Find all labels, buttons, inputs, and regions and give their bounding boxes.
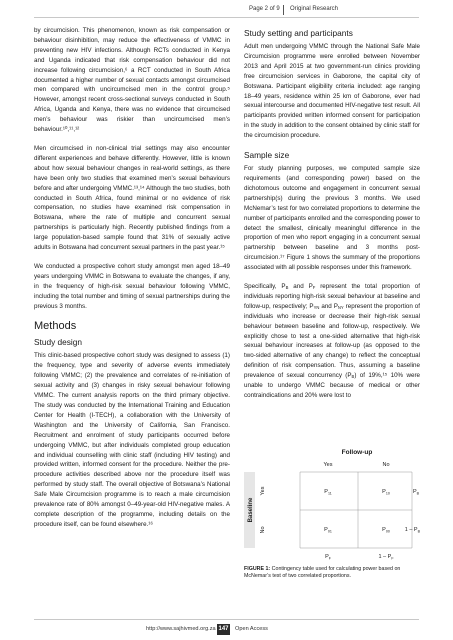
study-setting-heading: Study setting and participants [244, 28, 353, 38]
contingency-table-svg [244, 446, 420, 561]
study-design-heading: Study design [34, 337, 82, 348]
paragraph-sample-size: For study planning purposes, we computed sample size requirements (and corresponding power) based on the dichotomous outcome and engagement in concurrent sexual partnership(s) during the previous 3 months. We used McNemar’s test for two correlated proportions to determine the number of participants enrolled and the corresponding power to detect the smallest, clinically meaningful difference in the proportion of men who report engaging in a concurrent sexual partnership between baseline and 3 months post-circumcision.¹⁷ Figure 1 shows the summary of the proportions associated with all possible responses under this framework. [244, 165, 420, 272]
col-total-yes [325, 554, 332, 561]
paragraph-study-design: This clinic-based prospective cohort study was designed to assess (1) the frequency, type and severity of adverse events immediately following VMMC; (2) the prevalence and correlates of re-initiation of sexual activity and (3) changes in risky sexual behaviour following VMMC. The current analysis reports on the third primary objective. The study was conducted by the International Training and Education Center for Health (I-TECH), a collaboration with the University of Washington and the University of California, San Francisco. Recruitment and enrolment of study participants occurred before undergoing VMMC, but after individuals completed group education and individual counselling with clinic staff (including HIV testing) and provided written, informed consent for the procedure. Neither the pre-procedure activities described above nor the procedure itself was performed by study staff. The overall objective of Botswana’s National Safe Male Circumcision programme is to reach a male circumcision prevalence rate of 80% amongst 0–49-year-old HIV-negative males. A complete description of the programme, including details on the procedure itself, can be found elsewhere.¹⁶ [34, 352, 230, 528]
followup-title: Follow-up [341, 449, 373, 456]
figure-caption [244, 566, 424, 580]
caption-text: Contingency table used for calculating power based on McNemar’s test of two correlated proportions. [244, 566, 401, 580]
cell-sub: F [328, 556, 331, 561]
header-separator [283, 5, 284, 15]
baseline-no-label: No [260, 526, 266, 534]
followup-yes-header: Yes [323, 462, 333, 468]
journal-url-link[interactable]: http://www.sajhivmed.org.za [146, 626, 216, 632]
text-fragment: represent the total proportion of individuals reporting high-risk sexual behaviour at baseline and follow-up, respectively; P [244, 283, 420, 310]
contingency-table-figure [244, 446, 420, 561]
baseline-label: Baseline [248, 497, 254, 523]
cell-no-yes [324, 527, 332, 534]
cell-sub: B [416, 491, 420, 496]
row-total-yes [413, 489, 420, 496]
cell-sub: 01 [327, 529, 332, 534]
subscript: F [312, 285, 316, 291]
cell-sub: B [417, 529, 420, 534]
cell-sub: 11 [327, 491, 332, 496]
section-label: Original Research [290, 6, 339, 12]
cell-main: P [325, 554, 329, 560]
left-column [34, 26, 230, 539]
paragraph-risk-compensation: by circumcision. This phenomenon, known as risk compensation or behaviour disinhibition, may reduce the effectiveness of VMMC in preventing new HIV infections. Although RCTs conducted in Kenya and Uganda indicated that risk compensation behaviour did not increase following circumcision,⁶ a RCT conducted in South Africa documented a higher number of sexual contacts amongst circumcised men compared with uncircumcised men in the control group.⁵ However, amongst recent cross-sectional surveys conducted in South Africa, Uganda and Kenya, there was no evidence that circumcised men’s behaviour was riskier than uncircumcised men’s behaviour.¹⁰,¹¹,¹² [34, 27, 230, 134]
text-fragment: and P [288, 283, 313, 291]
paragraph-non-clinical: Men circumcised in non-clinical trial settings may also encounter different experiences and behave differently. However, little is known about how sexual behaviour changes in real-world settings, as there have been only two studies that examined men’s sexual behaviours before and after undergoing VMMC.¹³,¹⁴ Although the two studies, both conducted in South Africa, found minimal or no evidence of risk compensation, no studies have examined risk compensation in Botswana, where the rate of multiple and concurrent sexual partnerships is particularly high. Recently published findings from a large population-based sample found that 31% of sexually active adults in Botswana had concurrent sexual partners in the past year.¹⁵ [34, 144, 230, 252]
cell-sub: 00 [385, 529, 390, 534]
right-column [244, 26, 420, 410]
cell-main: P [324, 527, 328, 533]
cell-main: P [382, 527, 386, 533]
cell-no-no [382, 527, 390, 534]
footer-page-number: 147 [217, 624, 230, 635]
sample-size-heading: Sample size [244, 150, 290, 161]
subscript: B [285, 285, 289, 291]
cell-main: P [412, 489, 417, 495]
cell-sub: 10 [385, 491, 390, 496]
open-access-label: Open Access [235, 626, 268, 632]
baseline-yes-label: Yes [260, 486, 266, 496]
page-footer [0, 625, 453, 637]
page-number-label: Page 2 of 9 [249, 6, 280, 12]
caption-label: FIGURE 1: [244, 566, 271, 572]
page-header [0, 5, 453, 17]
cell-yes-yes [324, 489, 331, 496]
cell-sub: F [391, 556, 394, 561]
text-fragment: ) of 19%,¹⁵ 10% were unable to undergo VMMC because of medical or other contraindications and 20% were lost to [244, 372, 421, 399]
cell-main: P [382, 489, 386, 495]
cell-main: 1 – P [404, 527, 418, 533]
cell-main: P [324, 489, 328, 495]
paragraph-objective: We conducted a prospective cohort study amongst men aged 18–49 years undergoing VMMC in Botswana to evaluate the changes, if any, in the frequency of high-risk sexual behaviour following VMMC, including the total number and timing of sexual partnerships during the previous 3 months. [34, 262, 230, 310]
subscript: B [351, 374, 355, 380]
paragraph-study-setting: Adult men undergoing VMMC through the National Safe Male Circumcision programme were enrolled between November 2013 and April 2015 at two government-run clinics providing free circumcision services in Gaborone, the capital city of Botswana. Participant eligibility criteria included: age ranging 18–49 years, residence within 25 km of Gaborone, ever had sexual intercourse and documented HIV-negative test result. All participants provided written informed consent for participation in the study in addition to the consent obtained by clinic staff for the circumcision procedure. [244, 43, 420, 140]
text-fragment: represent the proportion of individuals who increase or decrease their high-risk sexual behaviour between baseline and follow-up, respectively. We explicitly chose to test a one-sided alternative that high-risk sexual behaviour increases at follow-up (as opposed to the two-sided alternative of any change) to reflect the conceptual definition of risk compensation. Thus, assuming a baseline prevalence of sexual concurrency (P [244, 302, 420, 380]
col-total-no [378, 554, 394, 561]
footer-rule [34, 619, 419, 620]
followup-no-header: No [382, 462, 390, 468]
paragraph-specifically [244, 282, 420, 401]
text-fragment: Specifically, P [244, 283, 286, 291]
methods-heading: Methods [34, 320, 77, 333]
text-fragment: and P [319, 302, 338, 310]
cell-main: 1 – P [378, 554, 392, 560]
header-rule [34, 17, 419, 18]
cell-yes-no [382, 489, 390, 496]
subscript: YN [313, 304, 320, 310]
subscript: NY [337, 304, 344, 310]
row-total-no [405, 527, 420, 534]
